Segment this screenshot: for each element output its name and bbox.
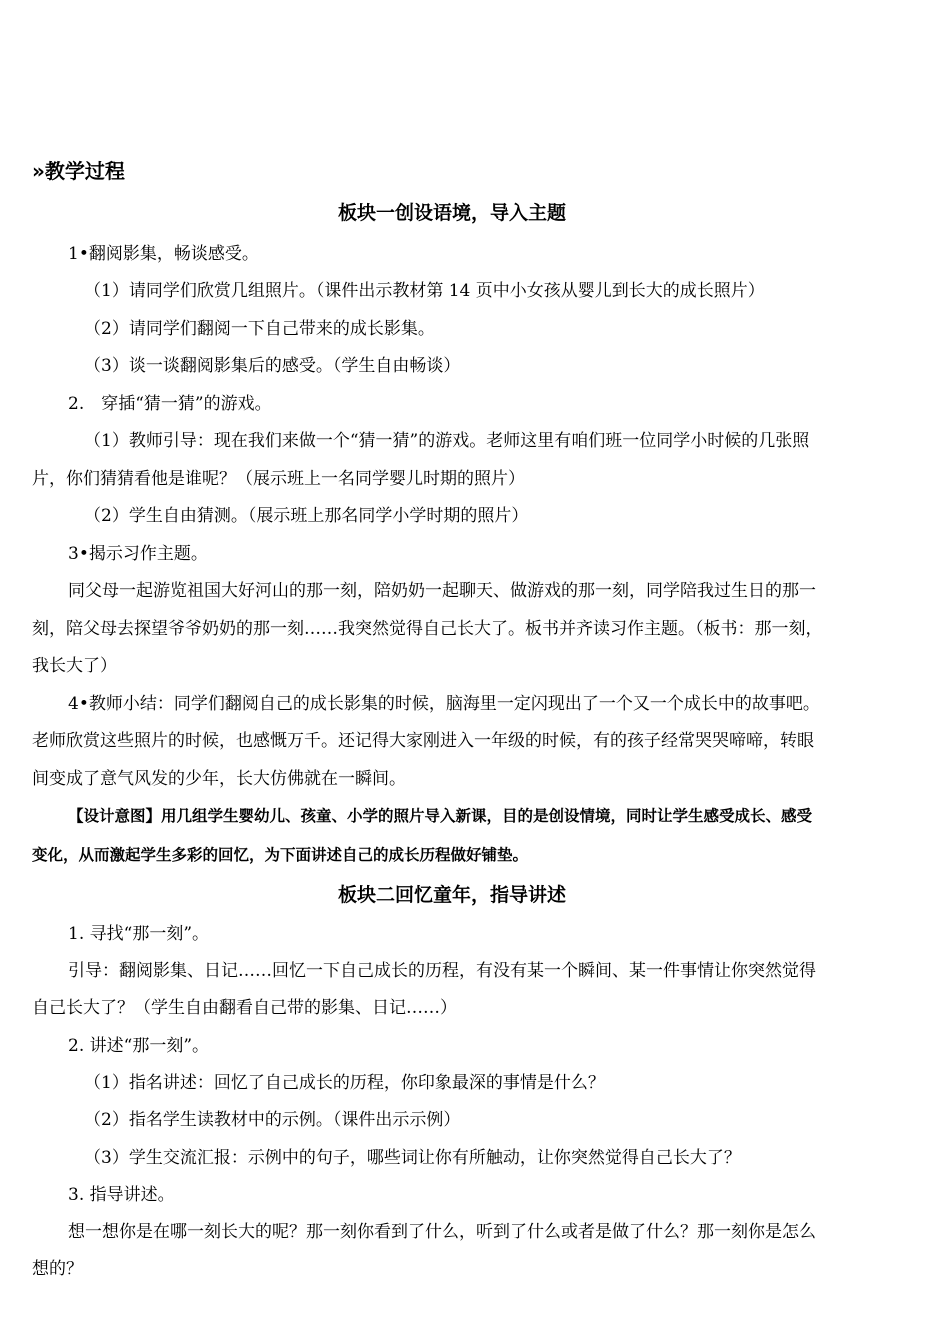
paragraph-line: 4•教师小结：同学们翻阅自己的成长影集的时候，脑海里一定闪现出了一个又一个成长中的故事吧。 <box>68 694 820 714</box>
paragraph-line: （3）谈一谈翻阅影集后的感受。（学生自由畅谈） <box>84 356 461 376</box>
paragraph-line: 2. 穿插“猜一猜”的游戏。 <box>68 394 272 414</box>
design-intent-line: 变化，从而激起学生多彩的回忆，为下面讲述自己的成长历程做好铺垫。 <box>32 846 529 864</box>
paragraph-line: （2）请同学们翻阅一下自己带来的成长影集。 <box>84 319 435 339</box>
paragraph-line: 老师欣赏这些照片的时候，也感慨万千。还记得大家刚进入一年级的时候，有的孩子经常哭哭啼啼，转眼 <box>32 731 814 751</box>
paragraph-line: 3•揭示习作主题。 <box>68 544 208 564</box>
design-intent-line: 【设计意图】用几组学生婴幼儿、孩童、小学的照片导入新课，目的是创设情境，同时让学生感受成长、感受 <box>68 807 813 825</box>
paragraph-line: 片，你们猜猜看他是谁呢？（展示班上一名同学婴儿时期的照片） <box>32 469 525 489</box>
paragraph-line: 刻，陪父母去探望爷爷奶奶的那一刻……我突然觉得自己长大了。板书并齐读习作主题。（板书：那一刻， <box>32 619 823 639</box>
paragraph-line: （1）请同学们欣赏几组照片。（课件出示教材第 14 页中小女孩从婴儿到长大的成长照片） <box>84 281 765 301</box>
section-title: »教学过程 <box>32 159 125 183</box>
paragraph-line: 想的？ <box>32 1259 83 1279</box>
paragraph-line: 我长大了） <box>32 656 117 676</box>
paragraph-line: 1. 寻找“那一刻”。 <box>68 924 210 944</box>
paragraph-line: （1）指名讲述：回忆了自己成长的历程，你印象最深的事情是什么？ <box>84 1073 605 1093</box>
paragraph-line: 1•翻阅影集，畅谈感受。 <box>68 244 259 264</box>
paragraph-line: （2）学生自由猜测。（展示班上那名同学小学时期的照片） <box>84 506 529 526</box>
paragraph-line: 3. 指导讲述。 <box>68 1185 175 1205</box>
paragraph-line: 想一想你是在哪一刻长大的呢？那一刻你看到了什么，听到了什么或者是做了什么？那一刻你是怎么 <box>68 1222 816 1242</box>
paragraph-line: 2. 讲述“那一刻”。 <box>68 1036 210 1056</box>
block1-title: 板块一创设语境，导入主题 <box>338 202 567 224</box>
block2-title: 板块二回忆童年，指导讲述 <box>338 884 567 906</box>
paragraph-line: 间变成了意气风发的少年，长大仿佛就在一瞬间。 <box>32 769 406 789</box>
paragraph-line: （3）学生交流汇报：示例中的句子，哪些词让你有所触动，让你突然觉得自己长大了？ <box>84 1148 741 1168</box>
paragraph-line: （1）教师引导：现在我们来做一个“猜一猜”的游戏。老师这里有咱们班一位同学小时候的几张照 <box>84 431 810 451</box>
paragraph-line: （2）指名学生读教材中的示例。（课件出示示例） <box>84 1110 461 1130</box>
paragraph-line: 引导：翻阅影集、日记……回忆一下自己成长的历程，有没有某一个瞬间、某一件事情让你突然觉得 <box>68 961 816 981</box>
paragraph-line: 同父母一起游览祖国大好河山的那一刻，陪奶奶一起聊天、做游戏的那一刻，同学陪我过生日的那一 <box>68 581 816 601</box>
paragraph-line: 自己长大了？（学生自由翻看自己带的影集、日记……） <box>32 998 457 1018</box>
